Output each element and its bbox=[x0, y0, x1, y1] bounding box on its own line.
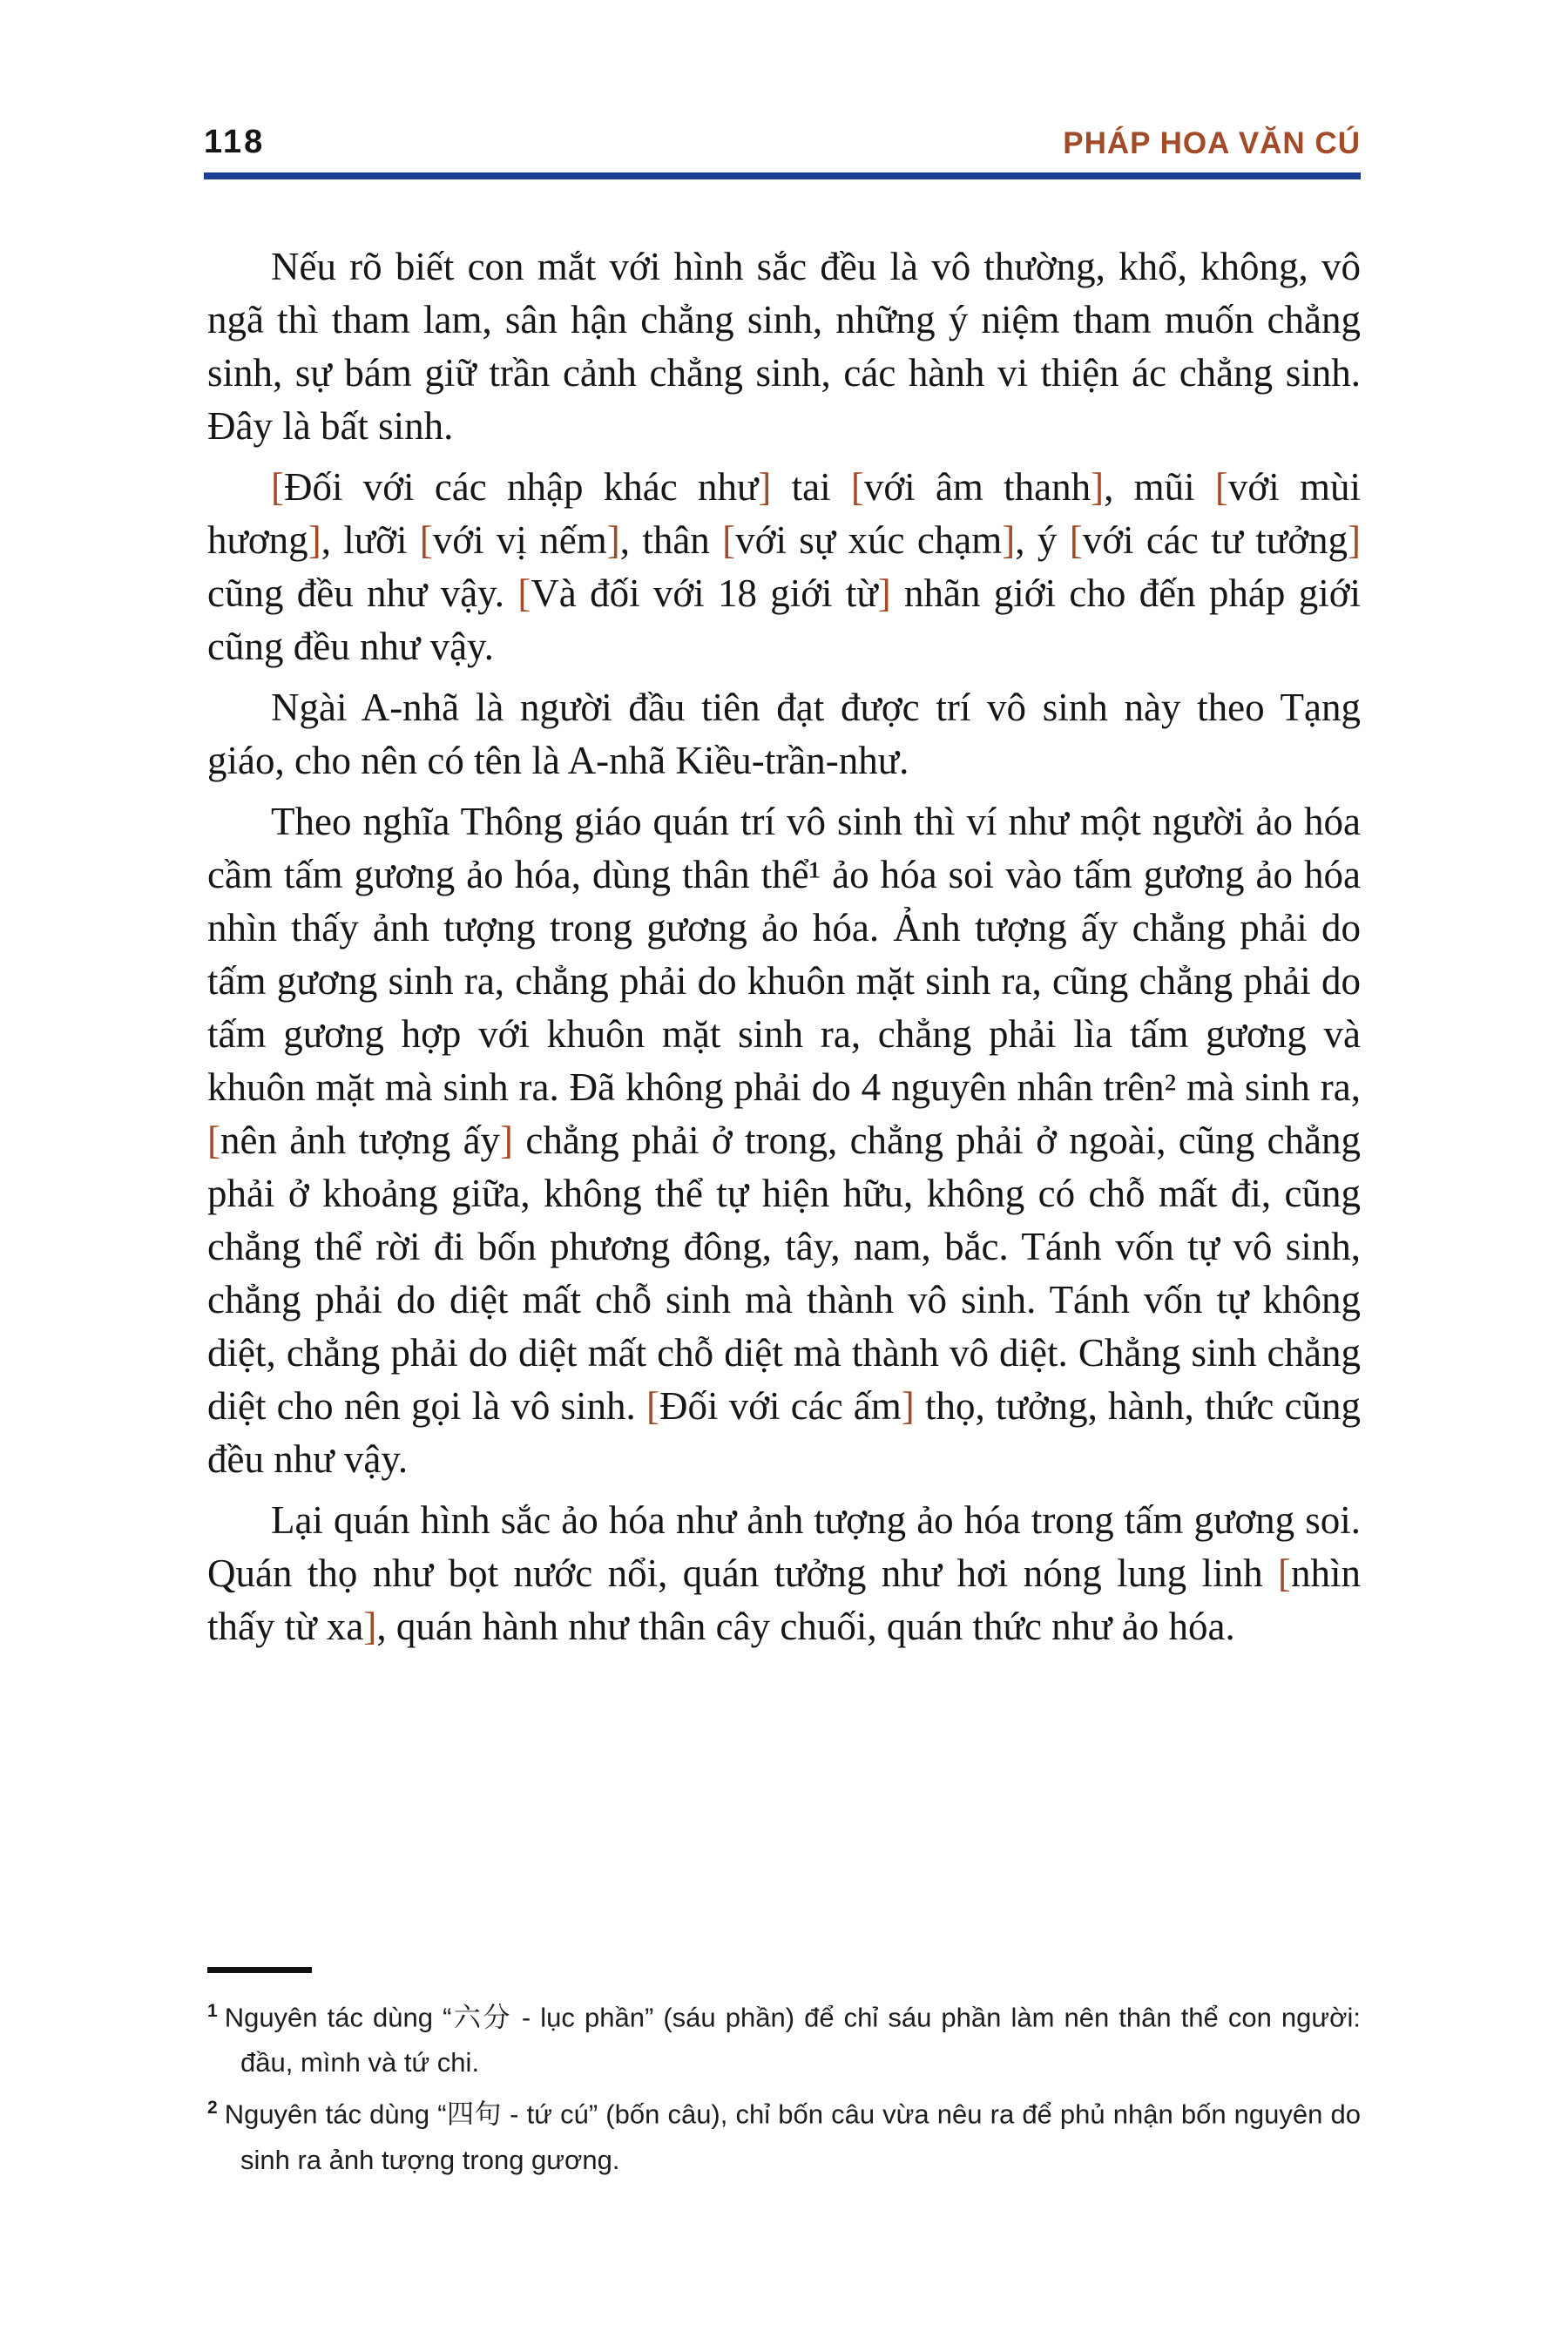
bracket-close: ] bbox=[758, 465, 772, 509]
page-number: 118 bbox=[204, 124, 266, 160]
bracket-close: ] bbox=[606, 518, 620, 562]
footnote-separator-rule bbox=[207, 1967, 312, 1973]
bracket-open: [ bbox=[207, 1119, 220, 1162]
bracket-open: [ bbox=[1214, 465, 1228, 509]
bracket-open: [ bbox=[419, 518, 433, 562]
bracket-open: [ bbox=[722, 518, 736, 562]
body-text bbox=[207, 240, 1361, 1661]
bracket-open: [ bbox=[1069, 518, 1083, 562]
bracket-open: [ bbox=[1277, 1551, 1291, 1595]
bracket-open: [ bbox=[517, 571, 531, 615]
paragraph: Theo nghĩa Thông giáo quán trí vô sinh thì ví như một người ảo hóa cầm tấm gương ảo hóa, dùng thân thể¹ ảo hóa soi vào tấm gương ảo hóa nhìn thấy ảnh tượng trong gương ảo hóa. Ảnh tượng ấy chẳng phải do tấm gương sinh ra, chẳng phải do khuôn mặt sinh ra, cũng chẳng phải do tấm gương hợp với khuôn mặt sinh ra, chẳng phải lìa tấm gương và khuôn mặt mà sinh ra. Đã không phải do 4 nguyên nhân trên² mà sinh ra, [nên ảnh tượng ấy] chẳng phải ở trong, chẳng phải ở ngoài, cũng chẳng phải ở khoảng giữa, không thể tự hiện hữu, không có chỗ mất đi, cũng chẳng thể rời đi bốn phương đông, tây, nam, bắc. Tánh vốn tự vô sinh, chẳng phải do diệt mất chỗ sinh mà thành vô sinh. Tánh vốn tự không diệt, chẳng phải do diệt mất chỗ diệt mà thành vô diệt. Chẳng sinh chẳng diệt cho nên gọi là vô sinh. [Đối với các ấm] thọ, tưởng, hành, thức cũng đều như vậy. bbox=[207, 800, 1362, 1481]
footnote-marker: 1 bbox=[207, 2001, 218, 2021]
running-header-title: PHÁP HOA VĂN CÚ bbox=[1063, 126, 1361, 160]
paragraph: Ngài A-nhã là người đầu tiên đạt được trí vô sinh này theo Tạng giáo, cho nên có tên là A-nhã Kiều-trần-như. bbox=[207, 686, 1361, 782]
paragraph: [Đối với các nhập khác như] tai [với âm thanh], mũi [với mùi hương], lưỡi [với vị nếm], thân [với sự xúc chạm], ý [với các tư tưởng] cũng đều như vậy. [Và đối với 18 giới từ] nhãn giới cho đến pháp giới cũng đều như vậy. bbox=[207, 465, 1362, 668]
bracket-close: ] bbox=[1348, 518, 1361, 562]
bracket-close: ] bbox=[901, 1384, 915, 1428]
footnote-text: Nguyên tác dùng “四句 - tứ cú” (bốn câu), chỉ bốn câu vừa nêu ra để phủ nhận bốn nguyên do sinh ra ảnh tượng trong gương. bbox=[224, 2099, 1361, 2175]
bracket-close: ] bbox=[877, 571, 891, 615]
bracket-close: ] bbox=[1091, 465, 1105, 509]
paragraph: Nếu rõ biết con mắt với hình sắc đều là vô thường, khổ, không, vô ngã thì tham lam, sân hận chẳng sinh, những ý niệm tham muốn chẳng sinh, sự bám giữ trần cảnh chẳng sinh, các hành vi thiện ác chẳng sinh. Đây là bất sinh. bbox=[207, 245, 1361, 448]
bracket-open: [ bbox=[850, 465, 864, 509]
footnote-item bbox=[207, 2085, 1361, 2182]
footnote-text: Nguyên tác dùng “六分 - lục phần” (sáu phần) để chỉ sáu phần làm nên thân thể con người: đầu, mình và tứ chi. bbox=[224, 2002, 1361, 2078]
bracket-close: ] bbox=[1002, 518, 1016, 562]
footnote-marker: 2 bbox=[207, 2098, 218, 2119]
header-divider-rule bbox=[204, 172, 1361, 179]
bracket-close: ] bbox=[500, 1119, 514, 1162]
bracket-close: ] bbox=[308, 518, 321, 562]
paragraph: Lại quán hình sắc ảo hóa như ảnh tượng ảo hóa trong tấm gương soi. Quán thọ như bọt nước nổi, quán tưởng như hơi nóng lung linh [nhìn thấy từ xa], quán hành như thân cây chuối, quán thức như ảo hóa. bbox=[207, 1498, 1361, 1648]
bracket-close: ] bbox=[363, 1605, 377, 1648]
footnote-item bbox=[207, 1989, 1361, 2085]
page-header bbox=[204, 125, 1361, 159]
bracket-open: [ bbox=[271, 465, 284, 509]
footnote-list bbox=[207, 1989, 1361, 2183]
bracket-open: [ bbox=[646, 1384, 660, 1428]
footnotes-section bbox=[207, 1967, 1361, 2183]
